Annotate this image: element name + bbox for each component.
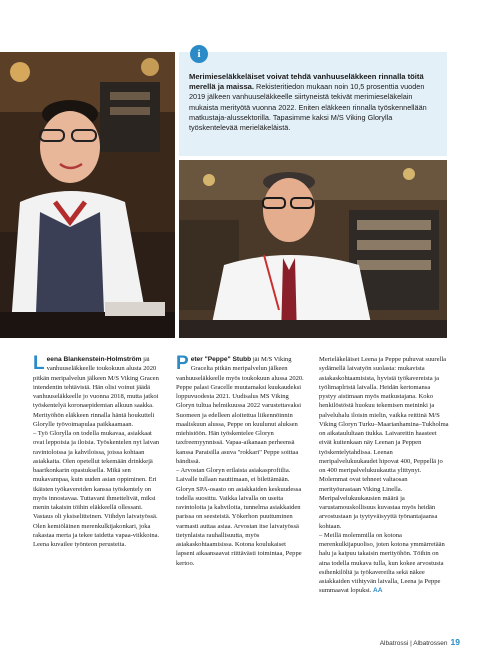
article-column-2 — [176, 355, 304, 568]
article-column-1 — [33, 355, 161, 549]
photo-leena — [0, 52, 175, 338]
paragraph-text: jäi M/S Viking Gracelta pitkän meripalvelun jälkeen vanhuuseläkkeelle myös toukokuun alussa 2020. Peppe palasi Gracelle muutamaksi kuukaudeksi loppuvuodesta 2021. Uudisalus MS Viking Gloryn tultua helmikuussa 2022 varustettavaksi Suomeen ja edelleen aloitettua liikennöinnin maaliskuun alussa, Peppe on kuulunut aluksen miehistöön. Hän työskentelee Gloryn taxfreemyynnissä. Vapaa-aikanaan perheensä kanssa Paraisilla asuva "rokkari" Peppe soittaa bändissä. — [176, 356, 304, 465]
paragraph: Merieläkeläiset Leena ja Peppe puhuvat suurella sydämellä laivatyön suolasta: mukavista asiakaskohtaamisista, hyvistä työkavereista ja työlimaplristä laivalla. Heidän kertomansa pystyy aistimaan myös matkustajana. Koko henkilöstöstä huokuu tekemisen meininki ja palveluhalu iloisin mielin, vaikka reittinä M/S Viking Gloryn Turku–Maarianhamina–Tukholma on aikataulultaan tiukka. Laivareitin haasteet eivät kuitenkaan näy Leenan ja Peppen työskentelytahdissa. Leenan meripalvelukuukaudet hipovat 400, Peppellä jo on 400 meripalvelukuukautta ylittynyt. Molemmat ovat tehneet valtaosan merityöurastaan Viking Linella. Meripalvelukuukausien määrä ja varustamouskollisuus kuvastaa myös heidän arvostustaan ja tyytyväisyyttä työnantajaansa kohtaan. — [319, 356, 449, 530]
photo-leena-illustration — [0, 52, 175, 338]
dropcap: P — [176, 353, 189, 374]
info-box-text — [189, 72, 439, 133]
paragraph-text: jäi vanhuuseläkkeelle toukokuun alusta 2020 pitkän meripalvelun jälkeen M/S Viking Gracen intendentin tehtävistä. Hän olisi voinut jäädä vanhuuseläkkeelle jo vuonna 2018, mutta jatkoi työskentelyä koronaepidemian alkuun saakka. Merityöhön eläkkeen rinnalla häntä houkutteli Gloryllе työvoimapulaa paikkaamaan. — [33, 356, 159, 428]
paragraph-text: – Meillä molemmilla on kotona merenkulkijapuoliso, joten kotona ymmärretään halu ja kaipuu takaisin merityöhön. Töihin on aina todella mukava tulla, kun kokee arvostusta esihenkilöltä ja työkavereilta sekä näkee asiakkaiden viihtyvän laivalla, Leena ja Peppe summaavat lopuksi. — [319, 531, 445, 595]
info-box-body: Rekisteritiedon mukaan noin 10,5 prosenttia vuoden 2019 jälkeen vanhuuseläkkeelle siirtyneistä tekivät merimieseläkelain mukaista merityötä vuonna 2022. Eniten eläkkeen rinnalla työskennellään matkustaja-alussektorilla. Tapasimme kaksi M/S Viking Glorylla työskentelevää merieläkeläistä. — [189, 82, 427, 133]
publication-name: Albatrossi | Albatrossen — [379, 640, 448, 647]
info-icon: i — [190, 45, 208, 63]
paragraph — [319, 531, 449, 596]
end-mark-icon: AA — [373, 587, 383, 595]
photo-peppe — [179, 160, 447, 338]
article-column-3 — [319, 355, 449, 596]
paragraph — [33, 355, 161, 429]
photo-peppe-illustration — [179, 160, 447, 338]
info-box — [179, 52, 447, 156]
person-name-leena: eena Blankenstein-Holmström — [46, 356, 142, 363]
page-number: 19 — [450, 637, 460, 647]
paragraph — [176, 355, 304, 466]
paragraph: – Työ Glorylla on todella mukavaa, asiakkaat ovat leppoisia ja iloisia. Työskentelen nyt laivan ravintoloissa ja kahviloissa, joissa kohtaan asiakkaita. Olen opetellut tekemään drinkkejä baarikonkarin opastuksella. Mikä sen mukavampaa, kuin uuden asian oppiminen. Eri ikäisten työkavereiden kanssa työskentely on myös innostavaa. Tuttavani ihmettelivät, miksi menin takaisin töihin eläkkeellä ollessani. Vastaus oli yksiselitteinen. Viihdyn laivatyössä. Olen kemiöläinen merenkulkijakonkari, joka rakastaa merta ja tekee taidetta vapaa-viikkoina. Leena kuvailee työnteon perusteita. — [33, 430, 160, 548]
page-footer — [380, 637, 460, 647]
info-box-lead: Merimieseläkkeläiset voivat tehdä vanhuuseläkkeen rinnalla töitä merellä ja maissa. — [189, 72, 424, 92]
paragraph: – Arvostan Gloryn erilaista asiakasprofiilia. Laivalle tullaan nauttimaan, ei bilettämään. Gloryn SPA-osasto on asiakkaiden keskuudessa todella suosittu. Vaikka laivalla on useita ravintoloita ja kahviloita, tunnelma asiakkaiden parissa on seesteistä. Yökerhon puuttuminen varmasti auttaa asiaa. Arvostan itse laivatyössä tietynlaista rauhallisuutta, myös asiakaskohtaamisissa. Kotona koulukaiset lapseni aikaansaavat riittävästi toimintaa, Peppe kertoo. — [176, 467, 302, 567]
dropcap: L — [33, 353, 45, 374]
person-name-peppe: eter "Peppe" Stubb — [190, 356, 252, 363]
